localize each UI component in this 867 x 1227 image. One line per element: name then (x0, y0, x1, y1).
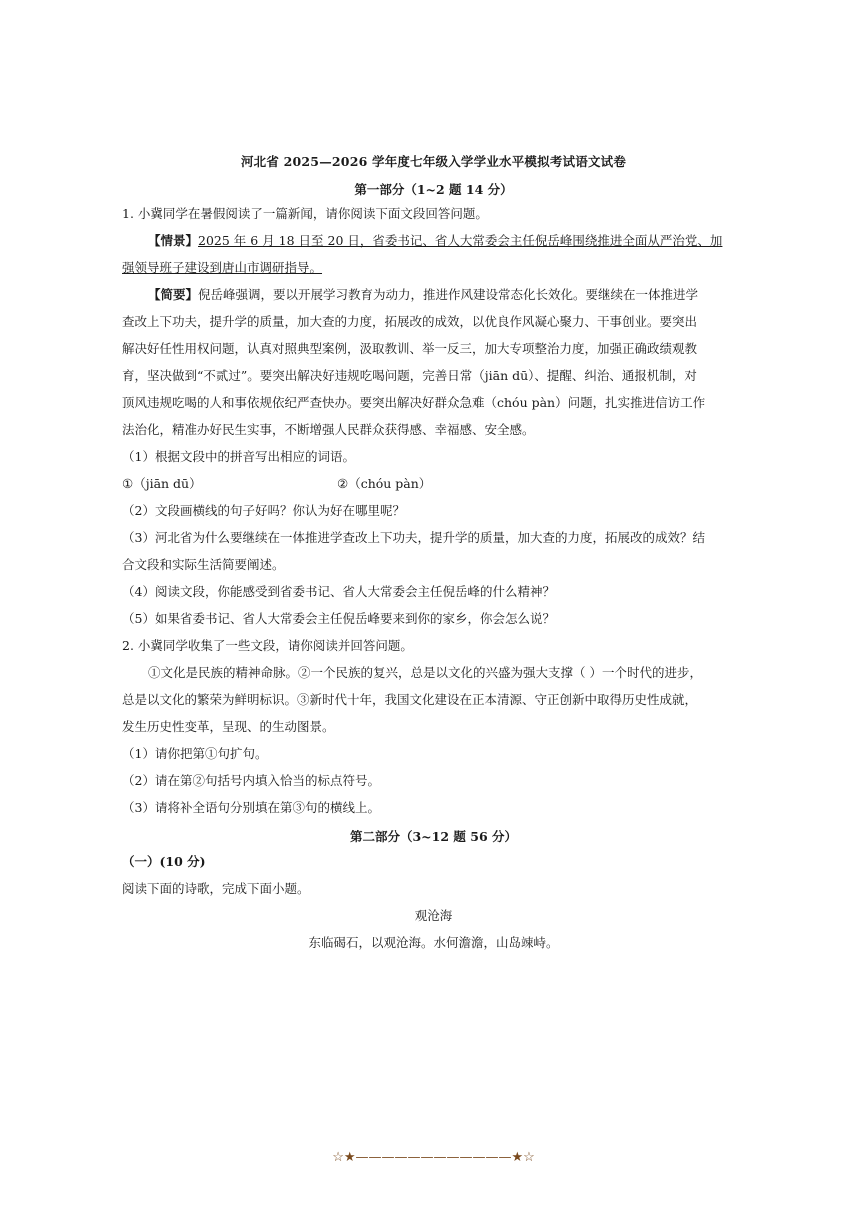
part2-sub-heading: （一）(10 分) (122, 854, 206, 869)
q1-context-text2: 强领导班子建设到唐山市调研指导。 (122, 260, 323, 275)
q1-sub3-line1: （3）河北省为什么要继续在一体推进学查改上下功夫，提升学的质量，加大查的力度，拓展改的成效？结 (122, 530, 705, 545)
part1-heading: 第一部分（1~2 题 14 分） (354, 182, 513, 197)
q1-sub4: （4）阅读文段，你能感受到省委书记、省人大常委会主任倪岳峰的什么精神？ (122, 584, 555, 599)
q1-context-text1: 2025 年 6 月 18 日至 20 日，省委书记、省人大常委会主任倪岳峰围绕推进全面从严治党、加 (198, 233, 723, 248)
q2-sub3: （3）请将补全语句分别填在第③句的横线上。 (122, 800, 380, 815)
q2-para-line3: 发生历史性变革，呈现、的生动图景。 (122, 719, 335, 734)
q2-sub1: （1）请你把第①句扩句。 (122, 746, 268, 761)
q2-stem: 2. 小冀同学收集了一些文段，请你阅读并回答问题。 (122, 638, 413, 653)
footer-ornament: ☆★————————————★☆ (332, 1150, 535, 1165)
q1-context-line1 (148, 233, 758, 249)
q1-sub1-answers (122, 476, 758, 492)
poem-line1: 东临碣石，以观沧海。水何澹澹，山岛竦峙。 (308, 935, 559, 950)
q1-sub1-b: ②（chóu pàn） (337, 476, 432, 491)
q1-sub3-line2: 合文段和实际生活简要阐述。 (122, 557, 285, 572)
q1-stem: 1. 小冀同学在暑假阅读了一篇新闻，请你阅读下面文段回答问题。 (122, 206, 488, 221)
q1-summary-line4: 育，坚决做到“不贰过”。要突出解决好违规吃喝问题，完善日常（jiān dū）、提醒、纠治、通报机制，对 (122, 368, 697, 383)
q2-para-line1: ①文化是民族的精神命脉。②一个民族的复兴，总是以文化的兴盛为强大支撑（ ）一个时代的进步， (148, 665, 702, 680)
poem-title: 观沧海 (414, 908, 453, 923)
q1-sub1-a: ①（jiān dū） (122, 476, 202, 491)
q1-context-line2 (122, 260, 758, 276)
page-title: 河北省 2025—2026 学年度七年级入学学业水平模拟考试语文试卷 (240, 154, 627, 169)
q1-context-tag: 【情景】 (148, 233, 199, 248)
q1-summary-line2: 查改上下功夫，提升学的质量，加大查的力度，拓展改的成效，以优良作风凝心聚力、干事创业。要突出 (122, 314, 698, 329)
poem-intro: 阅读下面的诗歌，完成下面小题。 (122, 881, 310, 896)
part2-heading: 第二部分（3~12 题 56 分） (349, 829, 518, 844)
q1-summary-tag: 【简要】 (148, 287, 199, 302)
q1-sub2: （2）文段画横线的句子好吗？你认为好在哪里呢？ (122, 503, 405, 518)
q1-summary-line5: 顶风违规吃喝的人和事依规依纪严查快办。要突出解决好群众急难（chóu pàn）问题，扎实推进信访工作 (122, 395, 706, 410)
q1-summary-text1: 倪岳峰强调，要以开展学习教育为动力，推进作风建设常态化长效化。要继续在一体推进学 (198, 287, 699, 302)
q1-summary-line6: 法治化，精准办好民生实事，不断增强人民群众获得感、幸福感、安全感。 (122, 422, 535, 437)
q1-summary-line3: 解决好任性用权问题，认真对照典型案例，汲取教训、举一反三，加大专项整治力度，加强正确政绩观教 (122, 341, 698, 356)
q1-summary-line1 (148, 287, 758, 303)
q1-sub5: （5）如果省委书记、省人大常委会主任倪岳峰要来到你的家乡，你会怎么说？ (122, 611, 555, 626)
q1-sub1: （1）根据文段中的拼音写出相应的词语。 (122, 449, 355, 464)
q2-para-line2: 总是以文化的繁荣为鲜明标识。③新时代十年，我国文化建设在正本清源、守正创新中取得历史性成就， (122, 692, 698, 707)
q2-sub2: （2）请在第②句括号内填入恰当的标点符号。 (122, 773, 380, 788)
